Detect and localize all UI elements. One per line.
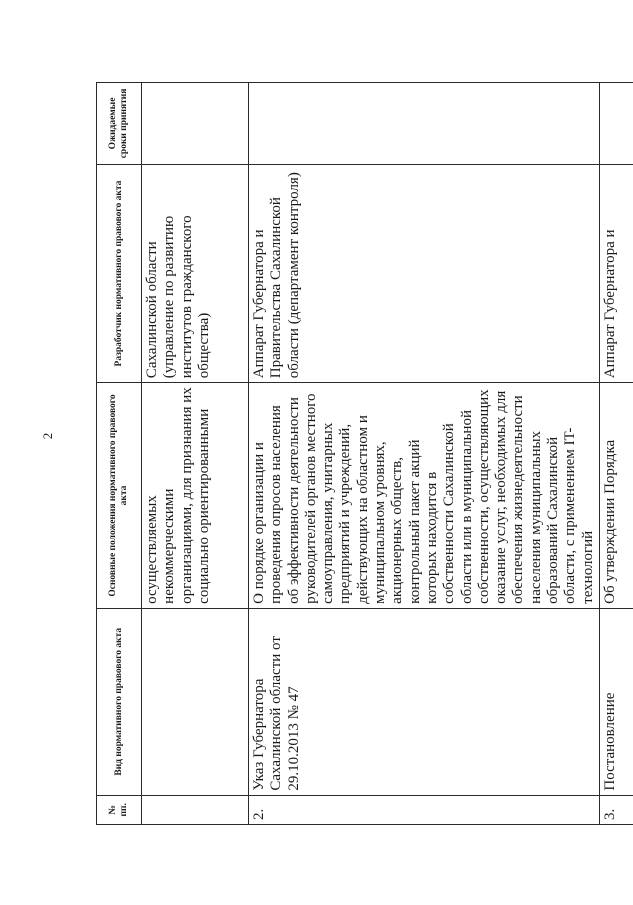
page-number: 2 [40,432,55,440]
cell-main-provisions: осуществляемых некоммерческими организациями, для признания их социально ориентированными [142,383,249,609]
cell-expected-term [249,83,600,165]
cell-num: 3. [599,795,633,824]
header-num: № пп. [97,795,142,824]
cell-expected-term [142,83,249,165]
table-row [599,83,633,825]
cell-act-type [142,608,249,795]
cell-developer: Аппарат Губернатора и [599,164,633,382]
table-row [142,83,249,825]
cell-act-type: Указ Губернатора Сахалинской области от 29.10.2013 № 47 [249,608,600,795]
table-header-row [97,83,142,825]
header-main-provisions: Основные положения нормативного правового акта [97,383,142,609]
cell-expected-term [599,83,633,165]
header-expected-term: Ожидаемые сроки принятия [97,83,142,165]
cell-num [142,795,249,824]
cell-num: 2. [249,795,600,824]
legal-acts-table [96,82,633,825]
cell-main-provisions: О порядке организации и проведения опросов населения об эффективности деятельности руководителей органов местного самоуправления, унитарных предприятий и учреждений, действующих на областном и муниципальном уровнях, акционерных обществ, контрольный пакет акций которых находится в собственности Сахалинской области или в муниципальной собственности, осуществляющих оказание услуг, необходимых для обеспечения жизнедеятельности населения муниципальных образований Сахалинской области, с применением IT-технологий [249,383,600,609]
cell-developer: Аппарат Губернатора и Правительства Сахалинской области (департамент контроля) [249,164,600,382]
cell-developer: Сахалинской области (управление по развитию институтов гражданского общества) [142,164,249,382]
cell-main-provisions: Об утверждении Порядка [599,383,633,609]
rotated-table-container [96,82,618,825]
table-row [249,83,600,825]
cell-act-type: Постановление [599,608,633,795]
header-act-type: Вид нормативного правового акта [97,608,142,795]
header-developer: Разработчик нормативного правового акта [97,164,142,382]
